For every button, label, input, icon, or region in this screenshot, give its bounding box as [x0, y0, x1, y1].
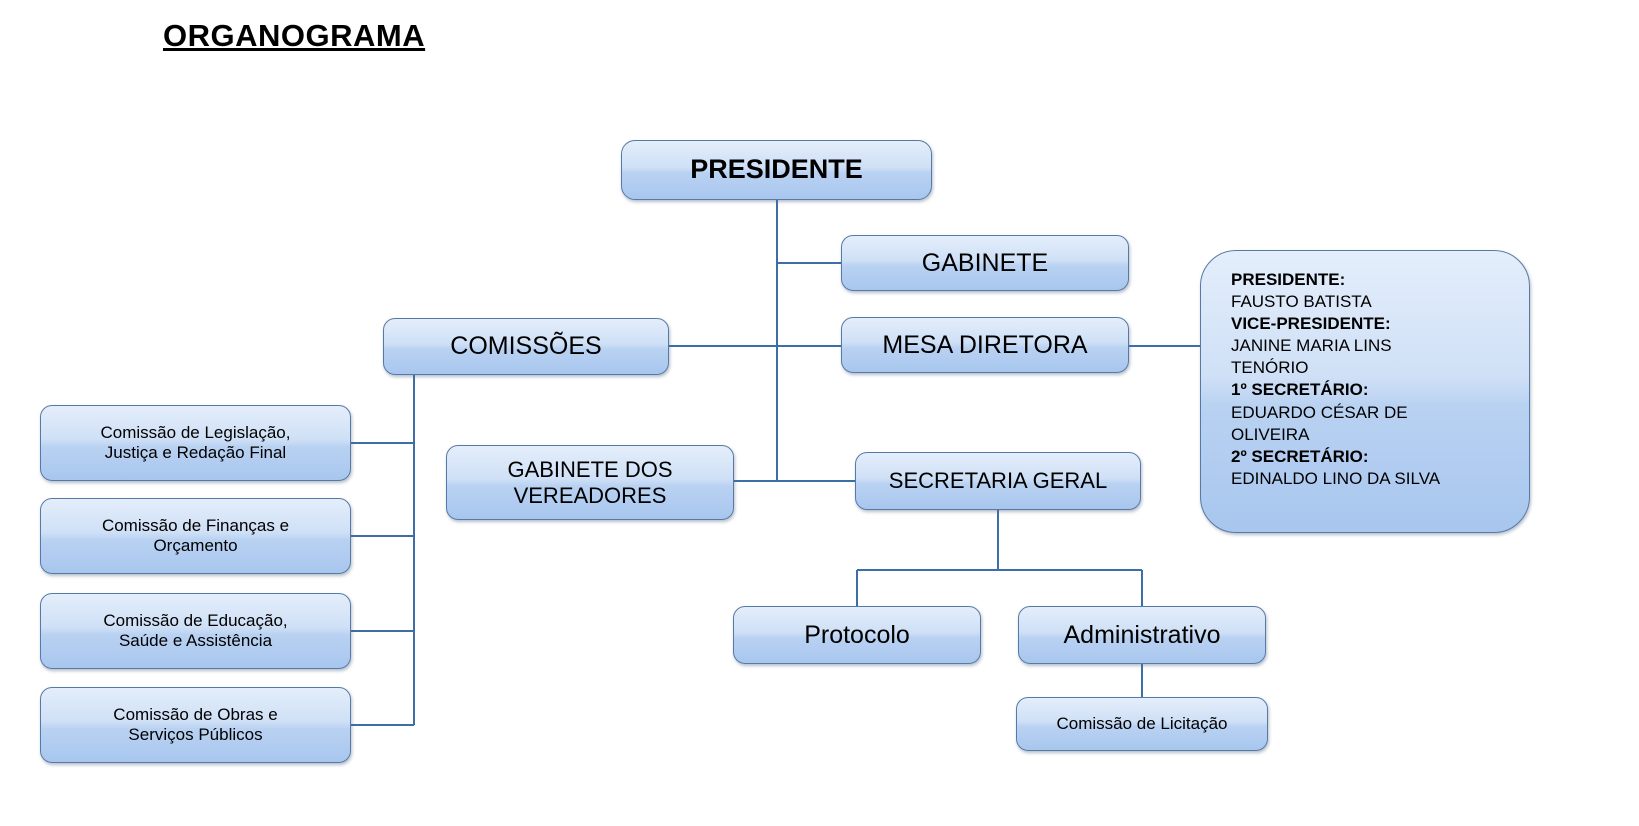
- node-gabinete[interactable]: [841, 235, 1129, 291]
- node-gabinete-vereadores-label-line2: VEREADORES: [513, 482, 667, 508]
- info-sec2-name: EDINALDO LINO DA SILVA: [1231, 468, 1441, 488]
- node-comissao-legislacao-line1: Comissão de Legislação,: [100, 423, 291, 443]
- node-secretaria-geral[interactable]: [855, 452, 1141, 510]
- node-comissao-educacao[interactable]: [40, 593, 351, 669]
- info-sec1-name-line1: EDUARDO CÉSAR DE: [1231, 402, 1408, 422]
- info-vice-name-line2: TENÓRIO: [1231, 358, 1309, 378]
- node-administrativo-label: Administrativo: [1063, 620, 1221, 649]
- info-sec2-label: 2º SECRETÁRIO:: [1231, 446, 1369, 466]
- node-mesa-diretora[interactable]: [841, 317, 1129, 373]
- node-presidente-label: PRESIDENTE: [690, 154, 863, 185]
- mesa-diretora-info-card: [1200, 250, 1530, 533]
- info-presidente-name: FAUSTO BATISTA: [1231, 292, 1372, 312]
- node-comissoes[interactable]: [383, 318, 669, 375]
- page-title: ORGANOGRAMA: [163, 18, 426, 53]
- node-secretaria-geral-label: SECRETARIA GERAL: [888, 468, 1108, 494]
- info-presidente-label: PRESIDENTE:: [1231, 270, 1346, 289]
- node-gabinete-vereadores[interactable]: [446, 445, 734, 520]
- node-comissao-financas-line1: Comissão de Finanças e: [101, 516, 290, 536]
- node-comissao-licitacao[interactable]: [1016, 697, 1268, 751]
- info-vice-label: VICE-PRESIDENTE:: [1231, 314, 1391, 334]
- node-comissao-obras-line2: Serviços Públicos: [128, 725, 263, 744]
- info-vice-name-line1: JANINE MARIA LINS: [1231, 336, 1392, 356]
- node-protocolo[interactable]: [733, 606, 981, 664]
- node-comissao-educacao-line1: Comissão de Educação,: [103, 611, 288, 631]
- node-protocolo-label: Protocolo: [804, 620, 910, 649]
- node-comissao-legislacao[interactable]: [40, 405, 351, 481]
- node-comissao-obras-line1: Comissão de Obras e: [113, 705, 278, 725]
- node-gabinete-label: GABINETE: [921, 248, 1049, 277]
- node-comissao-financas[interactable]: [40, 498, 351, 574]
- info-sec1-name-line2: OLIVEIRA: [1231, 424, 1310, 444]
- node-comissao-obras[interactable]: [40, 687, 351, 763]
- node-comissoes-label: COMISSÕES: [450, 332, 602, 361]
- node-mesa-diretora-label: MESA DIRETORA: [882, 330, 1088, 359]
- node-comissao-legislacao-line2: Justiça e Redação Final: [104, 443, 287, 462]
- info-sec1-label: 1º SECRETÁRIO:: [1231, 380, 1369, 400]
- node-comissao-licitacao-label: Comissão de Licitação: [1056, 714, 1228, 734]
- node-presidente[interactable]: [621, 140, 932, 200]
- node-administrativo[interactable]: [1018, 606, 1266, 664]
- node-comissao-educacao-line2: Saúde e Assistência: [118, 631, 273, 650]
- node-comissao-financas-line2: Orçamento: [153, 536, 238, 555]
- node-gabinete-vereadores-label-line1: GABINETE DOS: [507, 457, 673, 483]
